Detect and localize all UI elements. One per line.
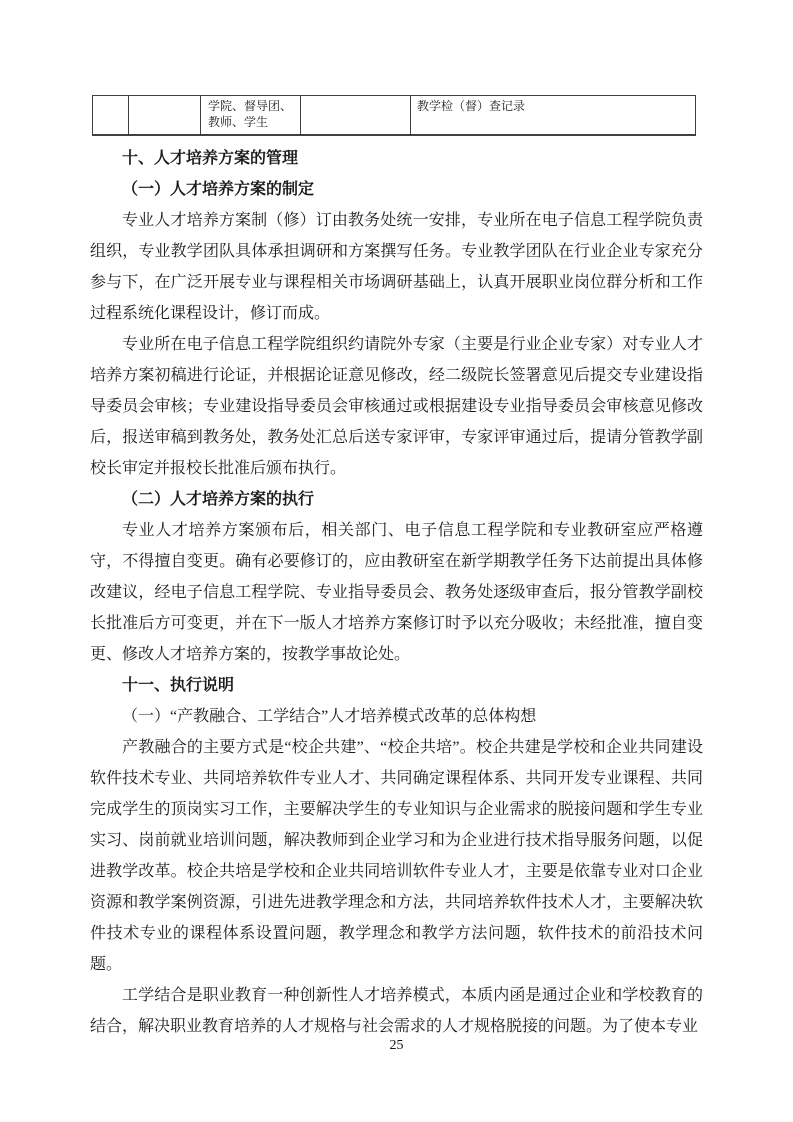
table-cell-3: 学院、督导团、教师、学生 — [201, 96, 301, 136]
table-cell-5: 教学检（督）查记录 — [411, 96, 696, 136]
table-row — [93, 96, 696, 136]
page-number: 25 — [389, 1038, 404, 1053]
heading-section-ten: 十、人才培养方案的管理 — [122, 150, 299, 167]
table-cell-4 — [301, 96, 411, 136]
heading-section-eleven: 十一、执行说明 — [122, 677, 235, 694]
page-content — [90, 95, 703, 1042]
heading-plan-formulation: （一）人才培养方案的制定 — [122, 181, 315, 198]
paragraph-industry-education-integration: 产教融合的主要方式是“校企共建”、“校企共培”。校企共建是学校和企业共同建设软件技术专业、共同培养软件专业人才、共同确定课程体系、共同开发专业课程、共同完成学生的顶岗实习工作，主要解决学生的专业知识与企业需求的脱接问题和学生专业实习、岗前就业培训问题，解决教师到企业学习和为企业进行技术指导服务问题，以促进教学改革。校企共培是学校和企业共同培训软件专业人才，主要是依靠专业对口企业资源和教学案例资源，引进先进教学理念和方法，共同培养软件技术人才，主要解决软件技术专业的课程体系设置问题，教学理念和教学方法问题，软件技术的前沿技术问题。 — [90, 739, 703, 973]
heading-plan-execution: （二）人才培养方案的执行 — [122, 491, 315, 508]
table-cell-1 — [93, 96, 129, 136]
paragraph-work-study-combination: 工学结合是职业教育一种创新性人才培养模式，本质内函是通过企业和学校教育的结合，解决职业教育培养的人才规格与社会需求的人才规格脱接的问题。为了使本专业 — [90, 987, 703, 1035]
document-body — [90, 143, 703, 1042]
table-cell-2 — [129, 96, 201, 136]
paragraph-execution: 专业人才培养方案颁布后，相关部门、电子信息工程学院和专业教研室应严格遵守，不得擅自变更。确有必要修订的，应由教研室在新学期教学任务下达前提出具体修改建议，经电子信息工程学院、专业指导委员会、教务处逐级审查后，报分管教学副校长批准后方可变更，并在下一版人才培养方案修订时予以充分吸收；未经批准，擅自变更、修改人才培养方案的，按教学事故论处。 — [90, 522, 703, 663]
subheading-reform-concept: （一）“产教融合、工学结合”人才培养模式改革的总体构想 — [122, 708, 537, 725]
table-fragment — [92, 95, 696, 136]
paragraph-formulation-1: 专业人才培养方案制（修）订由教务处统一安排，专业所在电子信息工程学院负责组织，专业教学团队具体承担调研和方案撰写任务。专业教学团队在行业企业专家充分参与下，在广泛开展专业与课程相关市场调研基础上，认真开展职业岗位群分析和工作过程系统化课程设计，修订而成。 — [90, 212, 703, 322]
paragraph-formulation-2: 专业所在电子信息工程学院组织约请院外专家（主要是行业企业专家）对专业人才培养方案初稿进行论证，并根据论证意见修改，经二级院长签署意见后提交专业建设指导委员会审核；专业建设指导委员会审核通过或根据建设专业指导委员会审核意见修改后，报送审稿到教务处，教务处汇总后送专家评审，专家评审通过后，提请分管教学副校长审定并报校长批准后颁布执行。 — [90, 336, 703, 477]
